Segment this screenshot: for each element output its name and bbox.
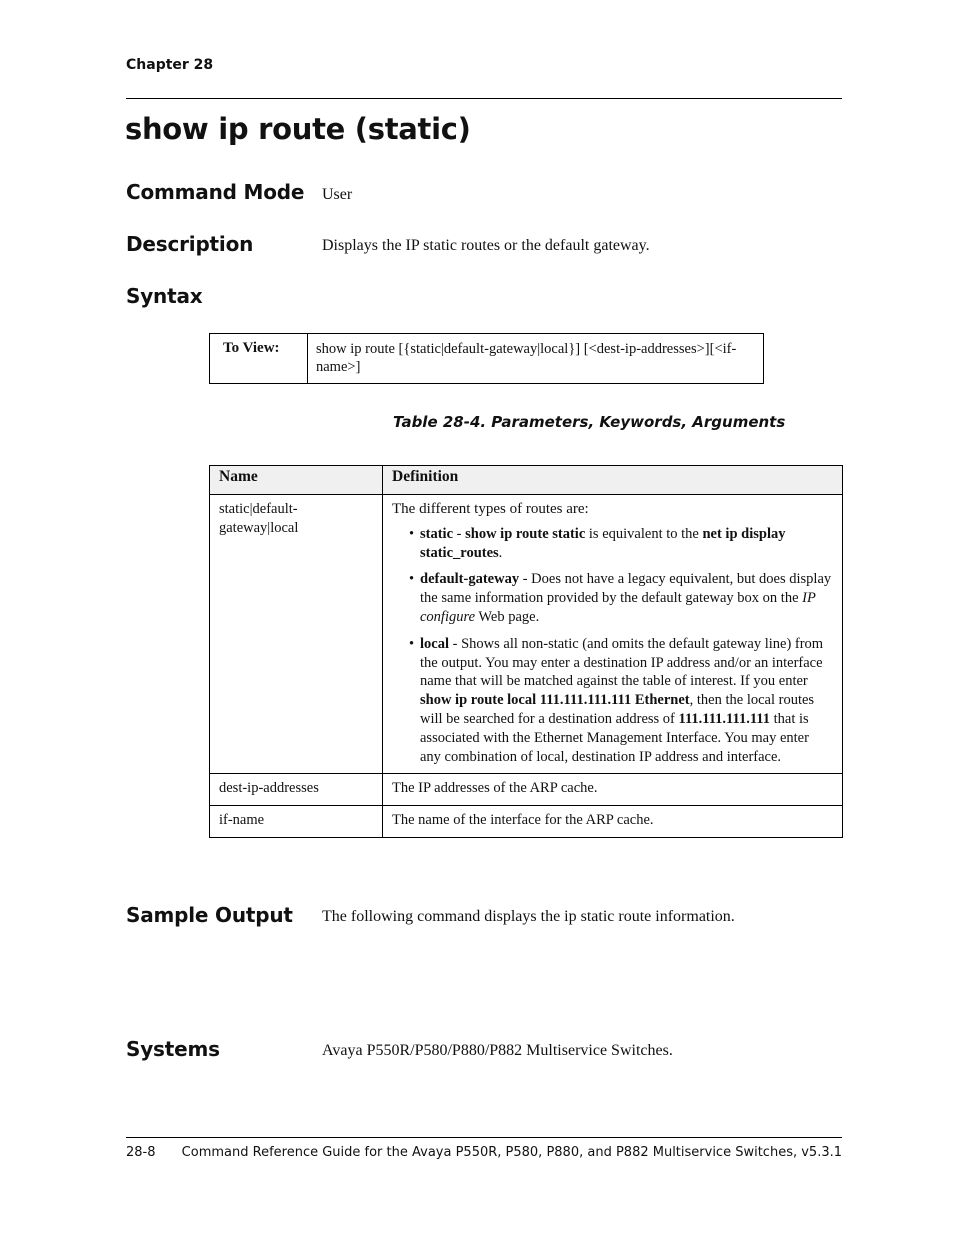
header-rule bbox=[126, 98, 842, 99]
description-text: Displays the IP static routes or the default gateway. bbox=[322, 237, 650, 254]
example-address: 111.111.111.111 bbox=[678, 710, 770, 727]
header-name: Name bbox=[210, 466, 383, 495]
term-static: static bbox=[420, 525, 454, 542]
chapter-label: Chapter 28 bbox=[126, 57, 214, 73]
definition-intro: The different types of routes are: bbox=[392, 501, 589, 517]
command-show-ip-route-local: show ip route local 111.111.111.111 Ethernet bbox=[420, 692, 690, 709]
default-gateway-text-end: Web page. bbox=[475, 608, 540, 625]
param-definition: The name of the interface for the ARP cache. bbox=[383, 806, 843, 838]
route-type-list bbox=[392, 525, 833, 767]
syntax-command: show ip route [{static|default-gateway|local}] [<dest-ip-addresses>][<if-name>] bbox=[316, 341, 737, 375]
header-definition: Definition bbox=[383, 466, 843, 495]
page-title: show ip route (static) bbox=[125, 112, 471, 146]
command-show-ip-route-static: show ip route static bbox=[465, 525, 586, 542]
syntax-box bbox=[209, 333, 764, 384]
param-definition: The IP addresses of the ARP cache. bbox=[383, 774, 843, 806]
footer-rule bbox=[126, 1137, 842, 1138]
list-item-default-gateway bbox=[420, 570, 833, 626]
separator: - bbox=[453, 525, 466, 542]
table-row bbox=[210, 495, 843, 774]
guide-title: Command Reference Guide for the Avaya P550R, P580, P880, and P882 Multiservice Switches, v5.3.1 bbox=[181, 1145, 842, 1160]
term-local: local bbox=[420, 635, 449, 652]
page-number: 28-8 bbox=[126, 1145, 156, 1160]
syntax-label: To View: bbox=[210, 334, 308, 383]
ip-configure-ref: IP configure bbox=[420, 590, 816, 625]
legacy-command: net ip display static_routes bbox=[420, 525, 786, 561]
list-item-local bbox=[420, 635, 833, 767]
list-item-static bbox=[420, 525, 833, 563]
command-mode-heading: Command Mode bbox=[126, 180, 305, 204]
sample-output-text: The following command displays the ip static route information. bbox=[322, 908, 735, 925]
term-default-gateway: default-gateway bbox=[420, 571, 520, 588]
param-name: dest-ip-addresses bbox=[210, 774, 383, 806]
command-mode-text: User bbox=[322, 186, 353, 203]
local-text: - Shows all non-static (and omits the default gateway line) from the output. You may enter a destination IP address and/or an interface name that will be matched against the table of interest. If you enter bbox=[420, 635, 824, 690]
sample-output-heading: Sample Output bbox=[126, 903, 293, 927]
param-name: if-name bbox=[210, 806, 383, 838]
period: . bbox=[498, 544, 503, 561]
table-row bbox=[210, 806, 843, 838]
param-name: static|default-gateway|local bbox=[210, 495, 383, 774]
table-caption: Table 28-4. Parameters, Keywords, Arguments bbox=[393, 413, 786, 431]
default-gateway-text: - Does not have a legacy equivalent, but does display the same information provided by the default gateway box on the bbox=[420, 571, 832, 607]
local-text-mid: , then the local routes will be searched for a destination address of bbox=[420, 692, 815, 727]
syntax-heading: Syntax bbox=[126, 284, 203, 308]
systems-text: Avaya P550R/P580/P880/P882 Multiservice Switches. bbox=[322, 1042, 673, 1059]
param-definition bbox=[383, 495, 843, 774]
systems-heading: Systems bbox=[126, 1037, 220, 1061]
local-text-end: that is associated with the Ethernet Management Interface. You may enter any combination of local, destination IP address and interface. bbox=[420, 710, 809, 765]
parameters-table bbox=[209, 465, 843, 838]
description-heading: Description bbox=[126, 232, 254, 256]
table-row bbox=[210, 774, 843, 806]
equivalent-text: is equivalent to the bbox=[585, 525, 703, 542]
table-header-row bbox=[210, 466, 843, 495]
